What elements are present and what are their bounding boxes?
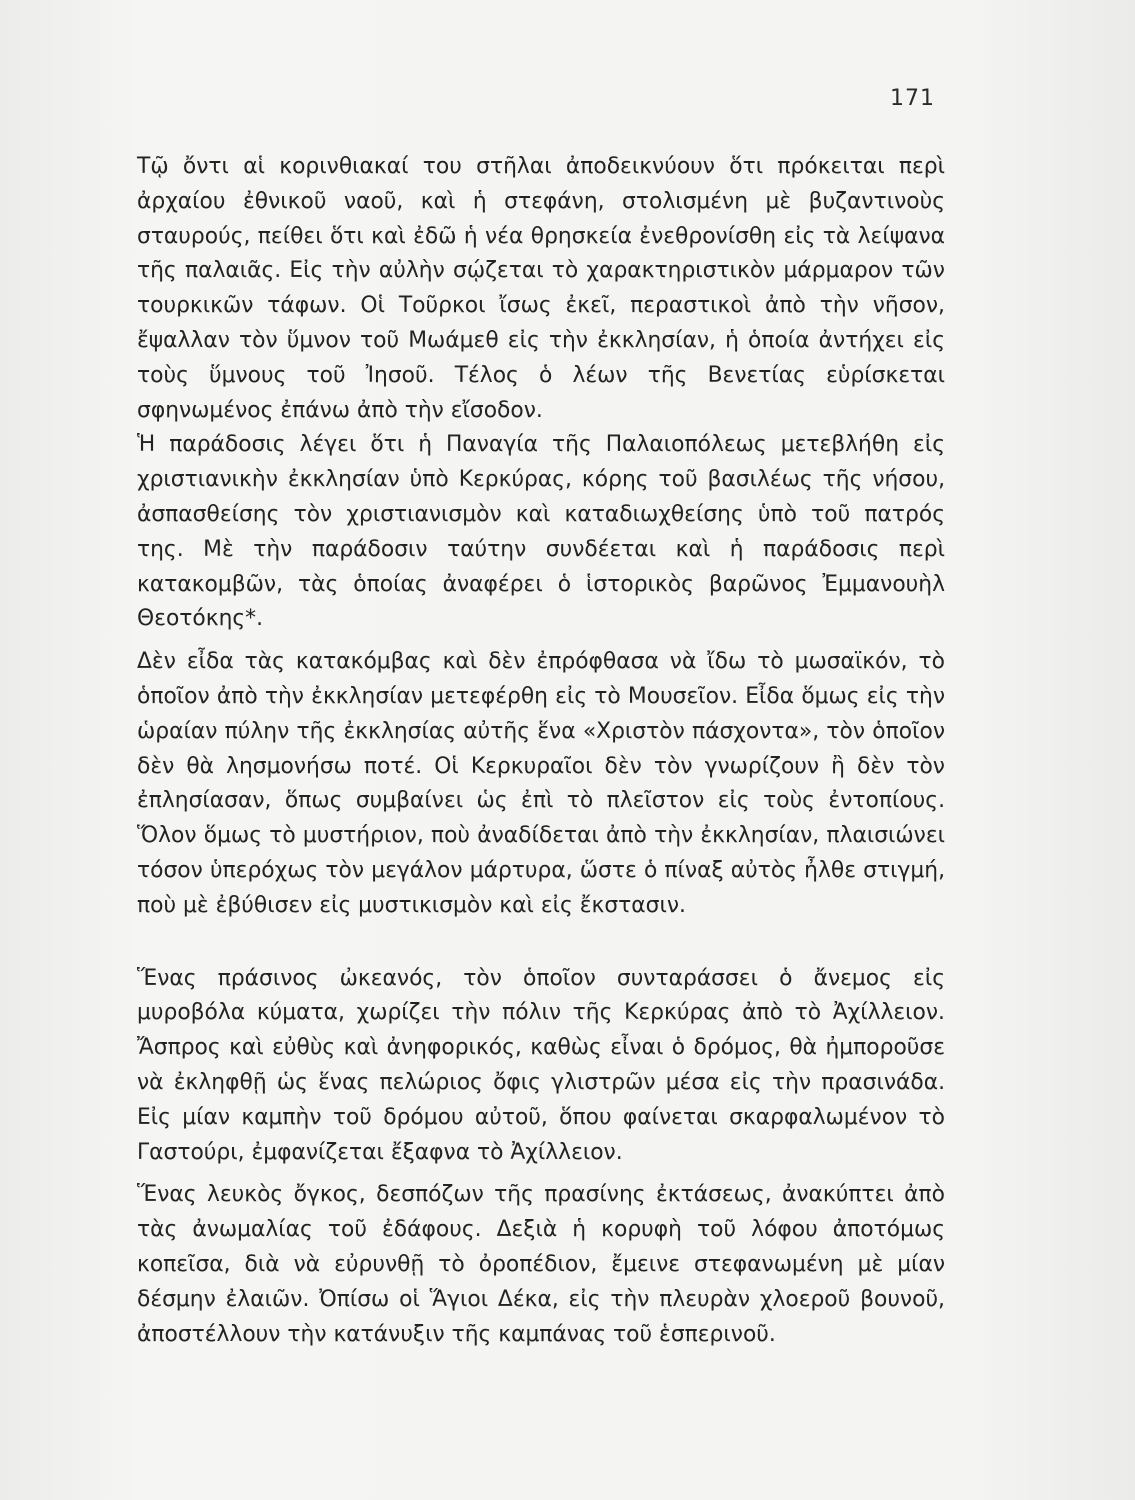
paragraph-tradition: Ἡ παράδοσις λέγει ὅτι ἡ Παναγία τῆς Παλαιοπόλεως μετεβλήθη εἰς χριστιανικὴν ἐκκλησίαν ὑπὸ Κερκύρας, κόρης τοῦ βασιλέως τῆς νήσου, ἀσπασθείσης τὸν χριστιανισμὸν καὶ καταδιωχθείσης ὑπὸ τοῦ πατρός της. Μὲ τὴν παράδοσιν ταύτην συνδέεται καὶ ἡ παράδοσις περὶ κατακομβῶν, τὰς ὁποίας ἀναφέρει ὁ ἱστορικὸς βαρῶνος Ἐμμανουὴλ Θεοτόκης*. <box>137 432 945 632</box>
body-text <box>137 150 945 1352</box>
paragraph-spacer <box>137 1170 945 1178</box>
paragraph-ocean: Ἕνας πράσινος ὠκεανός, τὸν ὁποῖον συνταράσσει ὁ ἄνεμος εἰς μυροβόλα κύματα, χωρίζει τὴν πόλιν τῆς Κερκύρας ἀπὸ τὸ Ἀχίλλειον. Ἄσπρος καὶ εὐθὺς καὶ ἀνηφορικός, καθὼς εἶναι ὁ δρόμος, θὰ ἠμποροῦσε νὰ ἐκληφθῇ ὡς ἕνας πελώριος ὄφις γλιστρῶν μέσα εἰς τὴν πρασινάδα. Εἰς μίαν καμπὴν τοῦ δρόμου αὐτοῦ, ὅπου φαίνεται σκαρφαλωμένον τὸ Γαστούρι, ἐμφανίζεται ἔξαφνα τὸ Ἀχίλλειον. <box>137 965 945 1165</box>
paragraph-spacer <box>137 637 945 645</box>
paragraph-white-mass: Ἕνας λευκὸς ὄγκος, δεσπόζων τῆς πρασίνης ἐκτάσεως, ἀνακύπτει ἀπὸ τὰς ἀνωμαλίας τοῦ ἐδάφους. Δεξιὰ ἡ κορυφὴ τοῦ λόφου ἀποτόμως κοπεῖσα, διὰ νὰ εὐρυνθῇ τὸ ὀροπέδιον, ἔμεινε στεφανωμένη μὲ μίαν δέσμην ἐλαιῶν. Ὀπίσω οἱ Ἅγιοι Δέκα, εἰς τὴν πλευρὰν χλοεροῦ βουνοῦ, ἀποστέλλουν τὴν κατάνυξιν τῆς καμπάνας τοῦ ἑσπερινοῦ. <box>137 1182 945 1347</box>
paragraph-catacombs: Δὲν εἶδα τὰς κατακόμβας καὶ δὲν ἐπρόφθασα νὰ ἴδω τὸ μωσαϊκόν, τὸ ὁποῖον ἀπὸ τὴν ἐκκλησίαν μετεφέρθη εἰς τὸ Μουσεῖον. Εἶδα ὅμως εἰς τὴν ὡραίαν πύλην τῆς ἐκκλησίας αὐτῆς ἕνα «Χριστὸν πάσχοντα», τὸν ὁποῖον δὲν θὰ λησμονήσω ποτέ. Οἱ Κερκυραῖοι δὲν τὸν γνωρίζουν ἢ δὲν τὸν ἐπλησίασαν, ὅπως συμβαίνει ὡς ἐπὶ τὸ πλεῖστον εἰς τοὺς ἐντοπίους. Ὅλον ὅμως τὸ μυστήριον, ποὺ ἀναδίδεται ἀπὸ τὴν ἐκκλησίαν, πλαισιώνει τόσον ὑπερόχως τὸν μεγάλον μάρτυρα, ὥστε ὁ πίναξ αὐτὸς ἦλθε στιγμή, ποὺ μὲ ἐβύθισεν εἰς μυστικισμὸν καὶ εἰς ἔκστασιν. <box>137 649 945 918</box>
page-number: 171 <box>890 86 935 111</box>
section-spacer <box>137 924 945 962</box>
paragraph-columns: Τῷ ὄντι αἱ κορινθιακαί του στῆλαι ἀποδεικνύουν ὅτι πρόκειται περὶ ἀρχαίου ἐθνικοῦ ναοῦ, καὶ ἡ στεφάνη, στολισμένη μὲ βυζαντινοὺς σταυρούς, πείθει ὅτι καὶ ἐδῶ ἡ νέα θρησκεία ἐνεθρονίσθη εἰς τὰ λείψανα τῆς παλαιᾶς. Εἰς τὴν αὐλὴν σῴζεται τὸ χαρακτηριστικὸν μάρμαρον τῶν τουρκικῶν τάφων. Οἱ Τοῦρκοι ἴσως ἐκεῖ, περαστικοὶ ἀπὸ τὴν νῆσον, ἔψαλλαν τὸν ὕμνον τοῦ Μωάμεθ εἰς τὴν ἐκκλησίαν, ἡ ὁποία ἀντήχει εἰς τοὺς ὕμνους τοῦ Ἰησοῦ. Τέλος ὁ λέων τῆς Βενετίας εὑρίσκεται σφηνωμένος ἐπάνω ἀπὸ τὴν εἴσοδον. <box>137 154 945 423</box>
